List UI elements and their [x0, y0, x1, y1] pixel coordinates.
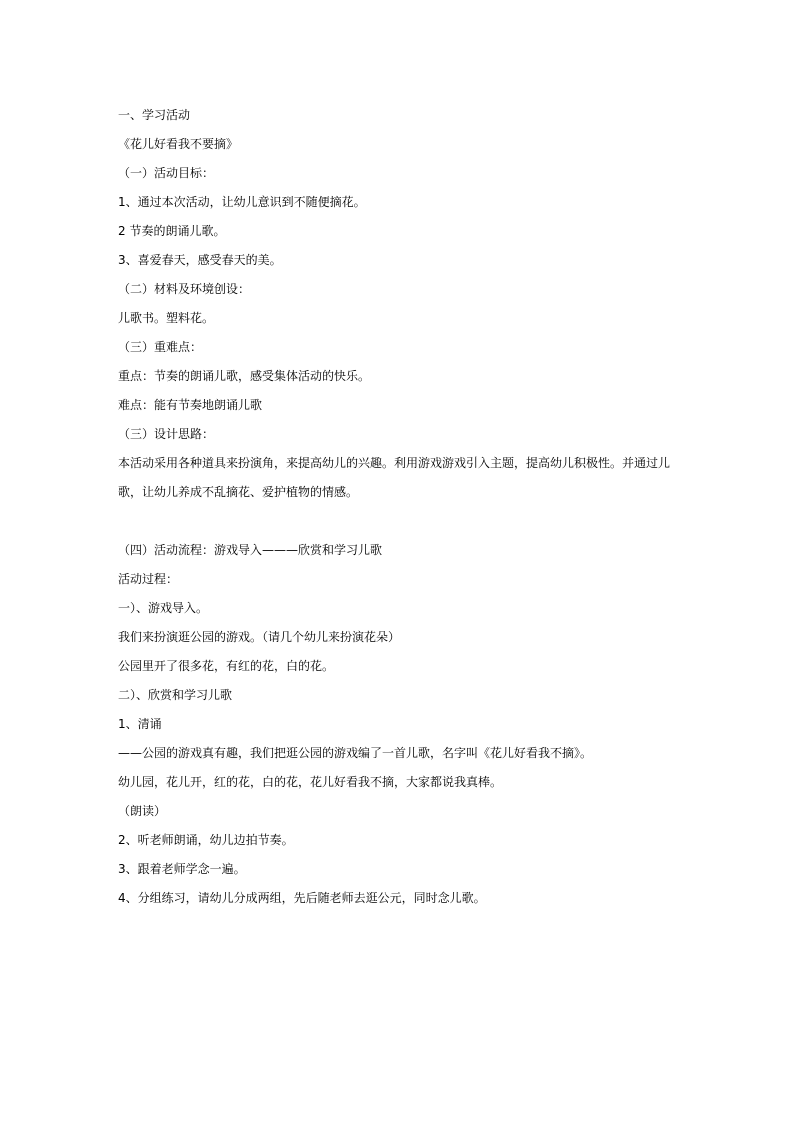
goal-item-2: 2 节奏的朗诵儿歌。: [118, 224, 226, 238]
design-paragraph: 本活动采用各种道具来扮演角，来提高幼儿的兴趣。利用游戏游戏引入主题，提高幼儿积极性。并通过儿歌，让幼儿养成不乱摘花、爱护植物的情感。: [118, 456, 671, 499]
step-1-text-b: 公园里开了很多花，有红的花，白的花。: [118, 659, 335, 673]
substep-3: 3、跟着老师学念一遍。: [118, 862, 246, 876]
subheading-materials: （二）材料及环境创设：: [118, 282, 251, 296]
substep-1: 1、清诵: [118, 717, 162, 731]
goal-item-1: 1、通过本次活动，让幼儿意识到不随便摘花。: [118, 195, 366, 209]
subheading-process: （四）活动流程：游戏导入———欣赏和学习儿歌: [118, 543, 383, 557]
subheading-design: （三）设计思路：: [118, 427, 215, 441]
difficulty-text: 难点：能有节奏地朗诵儿歌: [118, 398, 263, 412]
section-heading-learning-activity: 一、学习活动: [118, 108, 191, 122]
substep-1-text: ——公园的游戏真有趣，我们把逛公园的游戏编了一首儿歌，名字叫《花儿好看我不摘》。: [118, 746, 593, 760]
subheading-key-points: （三）重难点：: [118, 340, 203, 354]
step-1-text-a: 我们来扮演逛公园的游戏。（请几个幼儿来扮演花朵）: [118, 630, 401, 644]
key-point-text: 重点：节奏的朗诵儿歌，感受集体活动的快乐。: [118, 369, 371, 383]
nursery-rhyme: 幼儿园，花儿开，红的花，白的花，花儿好看我不摘，大家都说我真棒。: [118, 775, 503, 789]
reading-note: （朗读）: [118, 804, 167, 818]
substep-4: 4、分组练习，请幼儿分成两组，先后随老师去逛公元，同时念儿歌。: [118, 891, 486, 905]
goal-item-3: 3、喜爱春天，感受春天的美。: [118, 253, 282, 267]
process-label: 活动过程：: [118, 572, 179, 586]
substep-2: 2、听老师朗诵，幼儿边拍节奏。: [118, 833, 294, 847]
subheading-goals: （一）活动目标：: [118, 166, 215, 180]
activity-title: 《花儿好看我不要摘》: [118, 137, 239, 151]
step-1-heading: 一）、游戏导入。: [118, 601, 209, 615]
step-2-heading: 二）、欣赏和学习儿歌: [118, 688, 233, 702]
materials-text: 儿歌书。塑料花。: [118, 311, 215, 325]
document-body: [118, 101, 678, 913]
blank-line: [118, 507, 678, 536]
